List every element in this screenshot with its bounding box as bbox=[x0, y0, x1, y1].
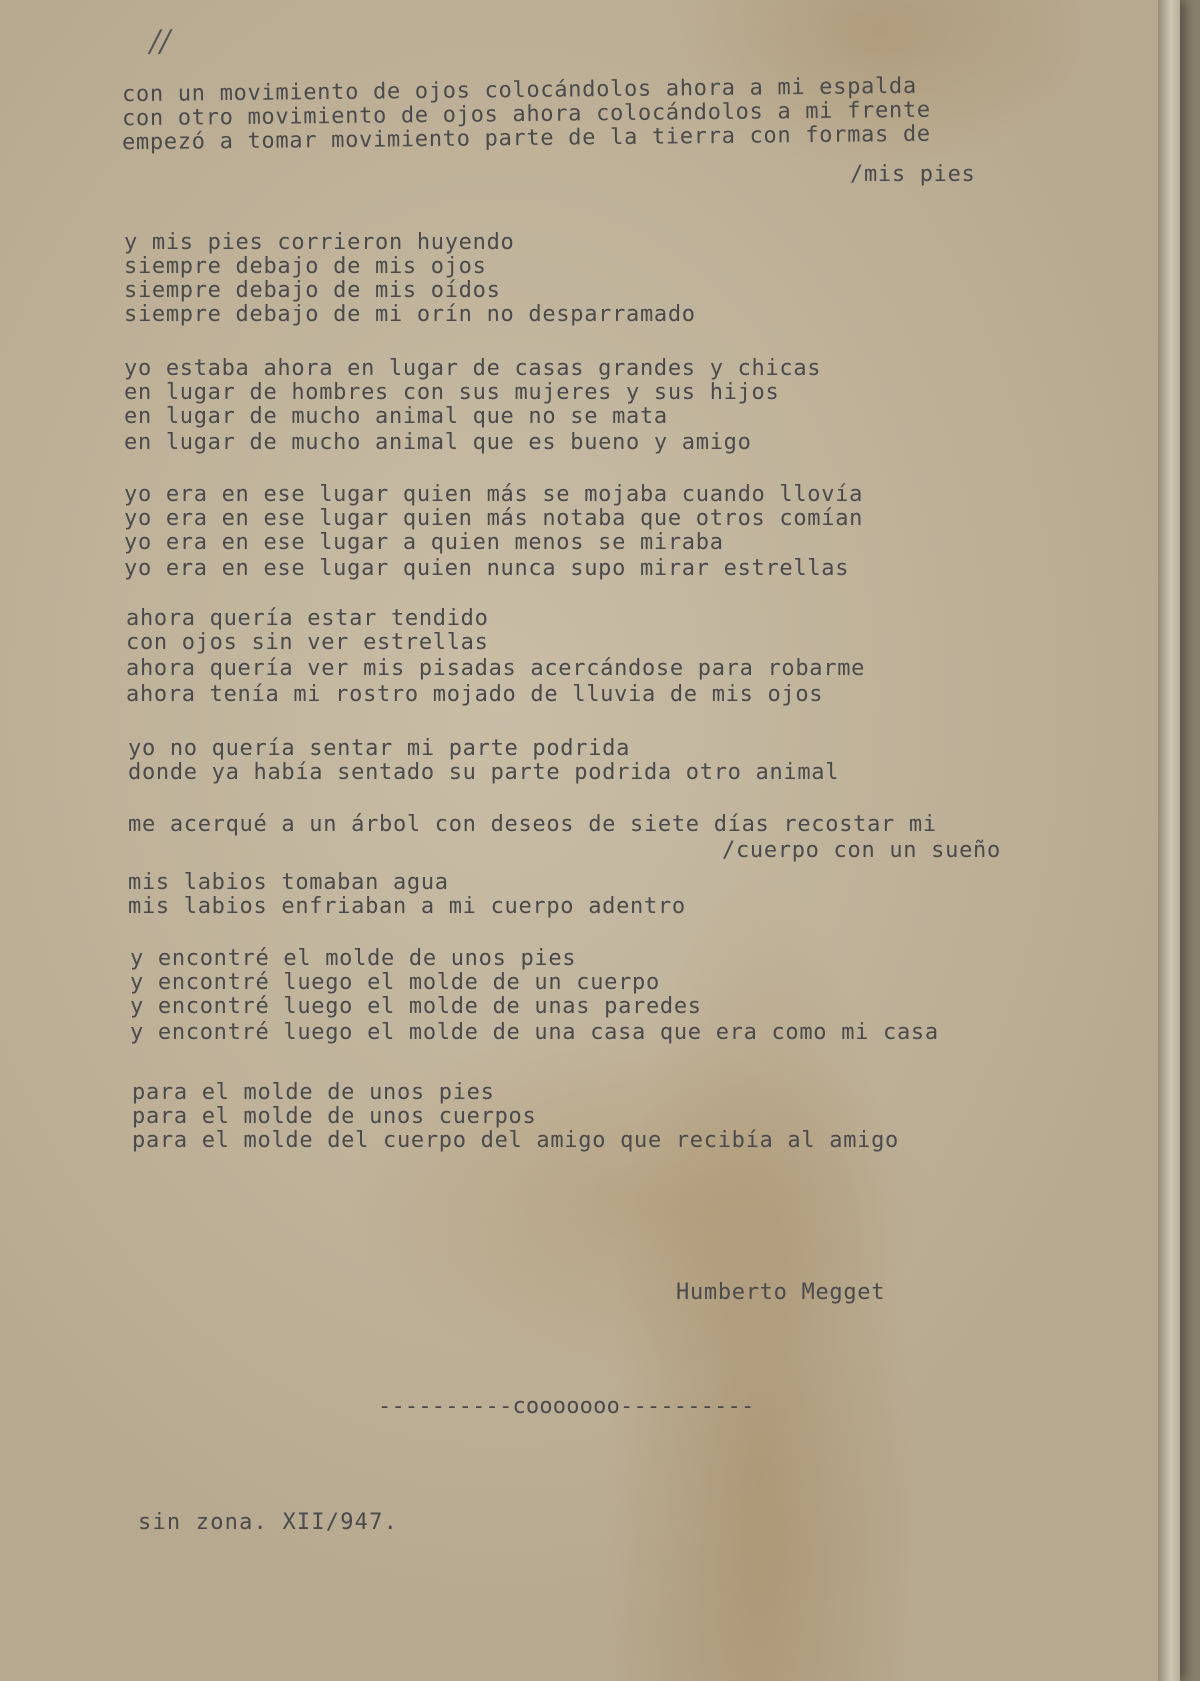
poem-line: siempre debajo de mis ojos bbox=[124, 254, 487, 279]
poem-line: yo era en ese lugar a quien menos se miraba bbox=[124, 530, 724, 555]
separator-line: ----------cooooooo---------- bbox=[378, 1394, 755, 1419]
poem-line: para el molde del cuerpo del amigo que recibía al amigo bbox=[132, 1128, 899, 1153]
poem-line: yo era en ese lugar quien más se mojaba cuando llovía bbox=[124, 482, 864, 507]
poem-line: y mis pies corrieron huyendo bbox=[124, 230, 515, 255]
poem-line: ahora tenía mi rostro mojado de lluvia de mis ojos bbox=[126, 682, 824, 707]
poem-line: mis labios enfriaban a mi cuerpo adentro bbox=[128, 894, 686, 919]
poem-line: para el molde de unos cuerpos bbox=[132, 1104, 537, 1129]
poem-line: yo estaba ahora en lugar de casas grandes y chicas bbox=[124, 356, 822, 381]
poem-line: en lugar de mucho animal que no se mata bbox=[124, 404, 668, 429]
poem-line: yo era en ese lugar quien más notaba que otros comían bbox=[124, 506, 864, 531]
poem-line: para el molde de unos pies bbox=[132, 1080, 495, 1105]
place-date: sin zona. XII/947. bbox=[138, 1510, 399, 1535]
poem-line: empezó a tomar movimiento parte de la tierra con formas de bbox=[121, 121, 931, 156]
poem-line: con ojos sin ver estrellas bbox=[126, 630, 489, 655]
poem-line: yo no quería sentar mi parte podrida bbox=[128, 736, 631, 761]
page-mark: // bbox=[150, 24, 171, 59]
author-signature: Humberto Megget bbox=[676, 1280, 886, 1305]
poem-line: ahora quería estar tendido bbox=[126, 606, 489, 631]
poem-line: donde ya había sentado su parte podrida otro animal bbox=[128, 760, 840, 785]
poem-line: siempre debajo de mi orín no desparramado bbox=[124, 302, 696, 327]
poem-line: me acerqué a un árbol con deseos de siete días recostar mi bbox=[128, 812, 937, 837]
poem-line: siempre debajo de mis oídos bbox=[124, 278, 501, 303]
poem-line: mis labios tomaban agua bbox=[128, 870, 449, 895]
poem-line: con otro movimiento de ojos ahora colocándolos a mi frente bbox=[121, 97, 931, 132]
poem-line: y encontré el molde de unos pies bbox=[130, 946, 577, 971]
poem-line: yo era en ese lugar quien nunca supo mirar estrellas bbox=[124, 556, 850, 581]
poem-line: y encontré luego el molde de una casa que era como mi casa bbox=[130, 1020, 939, 1045]
poem-line: con un movimiento de ojos colocándolos ahora a mi espalda bbox=[121, 73, 917, 108]
poem-line: /cuerpo con un sueño bbox=[722, 838, 1001, 863]
poem-line: en lugar de mucho animal que es bueno y amigo bbox=[124, 430, 752, 455]
poem-line: y encontré luego el molde de unas paredes bbox=[130, 994, 702, 1019]
page-edge bbox=[1158, 0, 1180, 1681]
poem-line: y encontré luego el molde de un cuerpo bbox=[130, 970, 660, 995]
poem-line: en lugar de hombres con sus mujeres y sus hijos bbox=[124, 380, 780, 405]
poem-line: ahora quería ver mis pisadas acercándose para robarme bbox=[126, 656, 866, 681]
poem-line: /mis pies bbox=[850, 162, 976, 187]
